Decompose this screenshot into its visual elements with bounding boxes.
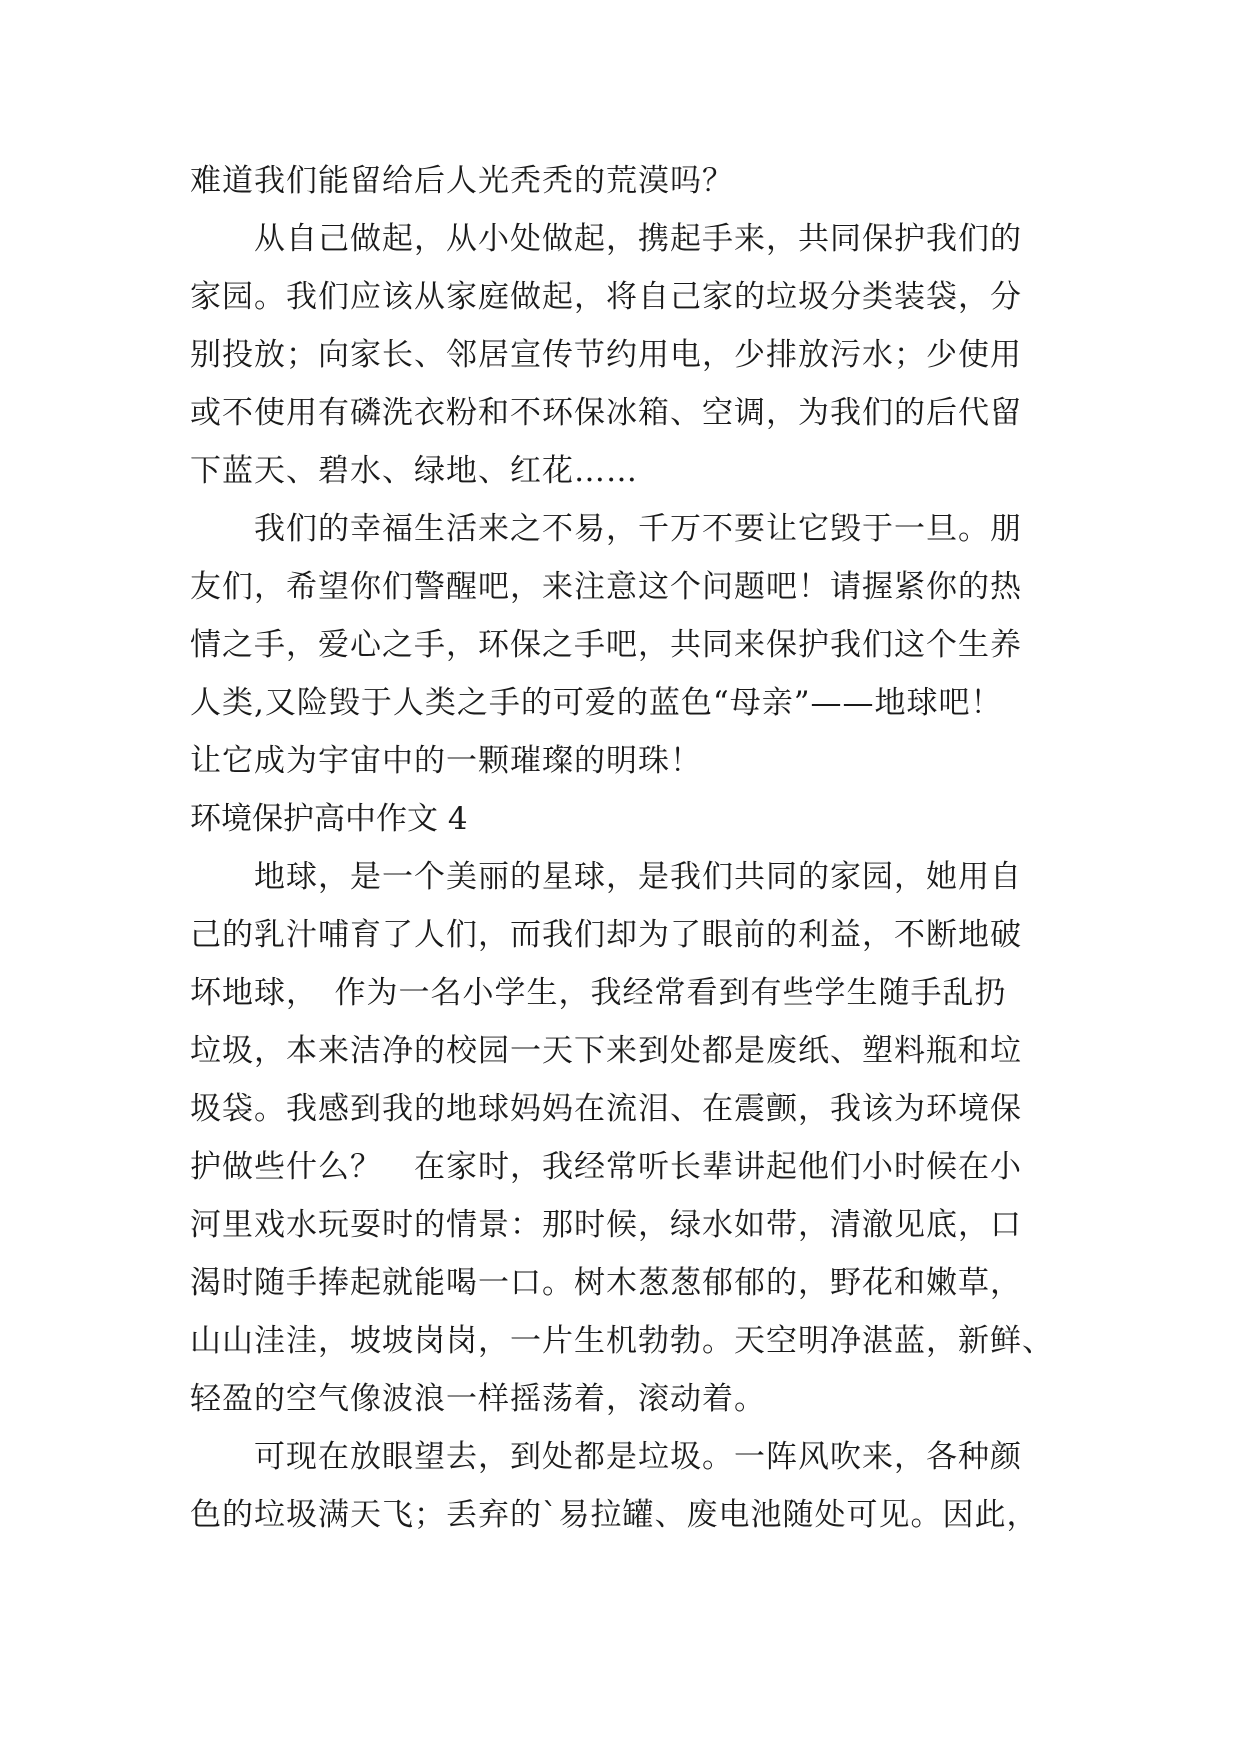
text-line-23: 可现在放眼望去，到处都是垃圾。一阵风吹来，各种颜 (190, 1439, 1022, 1475)
text-line-11: 让它成为宇宙中的一颗璀璨的明珠！ (190, 743, 702, 779)
text-line-19: 河里戏水玩耍时的情景：那时候，绿水如带，清澈见底，口 (190, 1207, 1022, 1243)
section-heading: 环境保护高中作文 4 (190, 801, 468, 837)
text-line-7: 我们的幸福生活来之不易，千万不要让它毁于一旦。朋 (190, 511, 1022, 547)
text-line-5: 或不使用有磷洗衣粉和不环保冰箱、空调，为我们的后代留 (190, 395, 1022, 431)
text-line-18: 护做些什么？ 在家时，我经常听长辈讲起他们小时候在小 (190, 1149, 1022, 1185)
text-line-22: 轻盈的空气像波浪一样摇荡着，滚动着。 (190, 1381, 766, 1417)
text-line-13: 地球，是一个美丽的星球，是我们共同的家园，她用自 (190, 859, 1022, 895)
text-line-15: 坏地球， 作为一名小学生，我经常看到有些学生随手乱扔 (190, 975, 1007, 1011)
text-line-2: 从自己做起，从小处做起，携起手来，共同保护我们的 (190, 221, 1022, 257)
text-line-9: 情之手，爱心之手，环保之手吧，共同来保护我们这个生养 (190, 627, 1022, 663)
text-line-1: 难道我们能留给后人光秃秃的荒漠吗？ (190, 163, 734, 199)
text-line-3: 家园。我们应该从家庭做起，将自己家的垃圾分类装袋，分 (190, 279, 1022, 315)
text-line-8: 友们，希望你们警醒吧，来注意这个问题吧！请握紧你的热 (190, 569, 1022, 605)
text-line-20: 渴时随手捧起就能喝一口。树木葱葱郁郁的，野花和嫩草， (190, 1265, 1022, 1301)
text-line-4: 别投放；向家长、邻居宣传节约用电，少排放污水；少使用 (190, 337, 1022, 373)
text-line-21: 山山洼洼，坡坡岗岗，一片生机勃勃。天空明净湛蓝，新鲜、 (190, 1323, 1054, 1359)
text-line-24: 色的垃圾满天飞；丢弃的`易拉罐、废电池随处可见。因此， (190, 1497, 1039, 1533)
text-line-6: 下蓝天、碧水、绿地、红花…… (190, 453, 638, 489)
essay-text (190, 152, 1060, 1544)
text-line-10: 人类,又险毁于人类之手的可爱的蓝色“母亲”——地球吧！ (190, 685, 1003, 721)
text-line-16: 垃圾，本来洁净的校园一天下来到处都是废纸、塑料瓶和垃 (190, 1033, 1022, 1069)
text-line-14: 己的乳汁哺育了人们，而我们却为了眼前的利益，不断地破 (190, 917, 1022, 953)
text-line-17: 圾袋。我感到我的地球妈妈在流泪、在震颤，我该为环境保 (190, 1091, 1022, 1127)
